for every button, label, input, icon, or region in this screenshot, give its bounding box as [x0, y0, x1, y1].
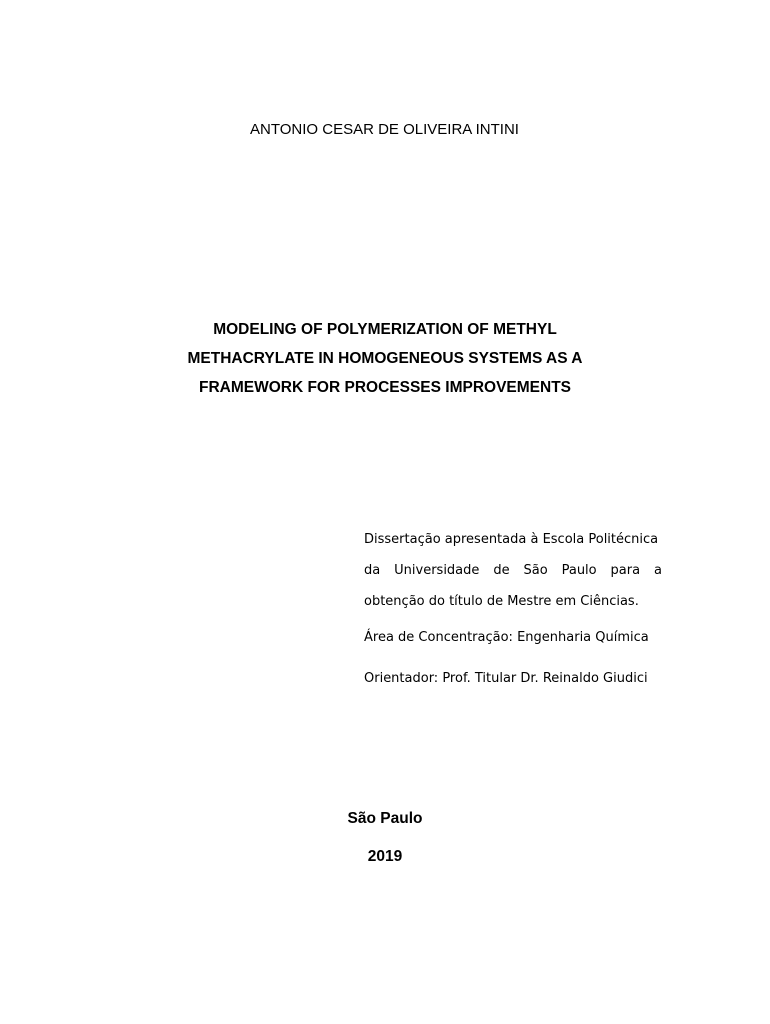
- dissertation-title: [150, 315, 620, 402]
- statement-word: Universidade: [394, 563, 480, 578]
- statement-word: para: [610, 563, 641, 578]
- statement-line: [364, 524, 662, 555]
- statement-word: de: [493, 563, 510, 578]
- statement-word: da: [364, 563, 381, 578]
- year: 2019: [367, 848, 403, 865]
- statement-line-justified: [364, 555, 662, 586]
- title-line: MODELING OF POLYMERIZATION OF METHYL: [213, 321, 557, 338]
- advisor-text: Orientador: Prof. Titular Dr. Reinaldo Giudici: [364, 671, 648, 686]
- title-line: METHACRYLATE IN HOMOGENEOUS SYSTEMS AS A: [187, 350, 583, 367]
- statement-word: Paulo: [561, 563, 597, 578]
- dissertation-statement: [364, 524, 662, 617]
- advisor: [364, 668, 662, 690]
- author-name: [0, 121, 770, 138]
- statement-word: a: [654, 563, 662, 578]
- author-name-text: ANTONIO CESAR DE OLIVEIRA INTINI: [250, 121, 519, 138]
- statement-word: São: [523, 563, 548, 578]
- statement-line-text: Dissertação apresentada à Escola Politécnica: [364, 532, 659, 547]
- city: São Paulo: [347, 810, 423, 827]
- title-line: FRAMEWORK FOR PROCESSES IMPROVEMENTS: [198, 379, 572, 396]
- statement-line: obtenção do título de Mestre em Ciências.: [364, 594, 639, 609]
- concentration-area: [364, 627, 662, 649]
- concentration-area-text: Área de Concentração: Engenharia Química: [364, 630, 649, 645]
